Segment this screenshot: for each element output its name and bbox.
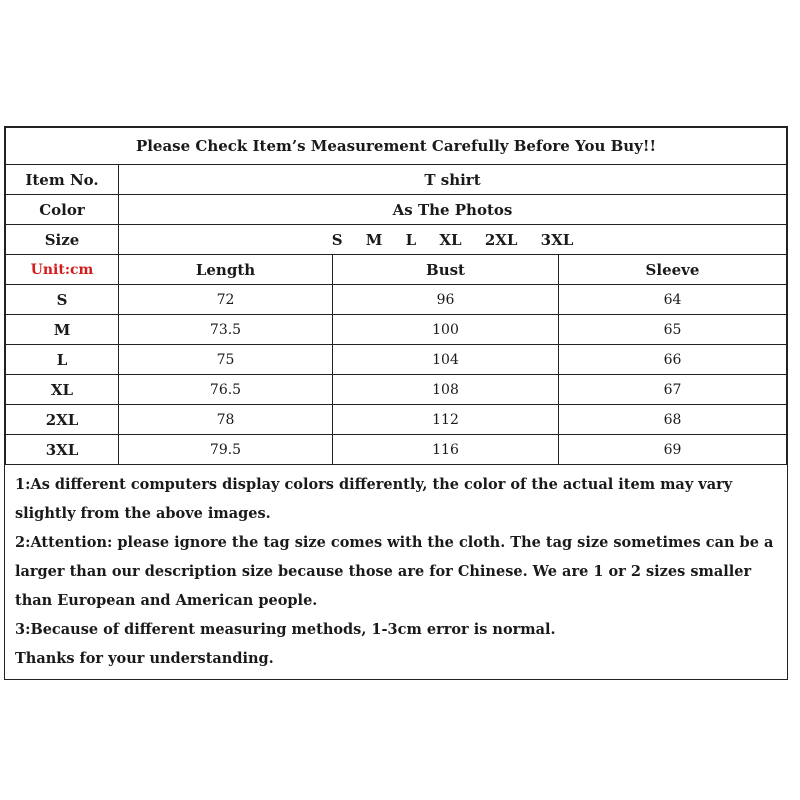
- cell-sleeve: 66: [559, 345, 787, 375]
- chart-header: Please Check Item’s Measurement Carefully Before You Buy!!: [6, 128, 787, 165]
- row-size: 2XL: [6, 405, 119, 435]
- color-label: Color: [6, 195, 119, 225]
- cell-sleeve: 65: [559, 315, 787, 345]
- note-tag-size: 2:Attention: please ignore the tag size comes with the cloth. The tag size sometimes can be a larger than our description size because those are for Chinese. We are 1 or 2 sizes smaller than European and American people.: [15, 534, 774, 609]
- item-row: [6, 165, 787, 195]
- cell-length: 79.5: [119, 435, 333, 465]
- cell-length: 78: [119, 405, 333, 435]
- unit-label: Unit:cm: [6, 255, 119, 285]
- cell-sleeve: 64: [559, 285, 787, 315]
- note-measuring: 3:Because of different measuring methods, 1-3cm error is normal.: [15, 621, 556, 638]
- cell-length: 76.5: [119, 375, 333, 405]
- column-header-sleeve: Sleeve: [559, 255, 787, 285]
- color-value: As The Photos: [119, 195, 787, 225]
- row-size: M: [6, 315, 119, 345]
- size-option: L: [405, 230, 417, 249]
- row-size: 3XL: [6, 435, 119, 465]
- header-row: [6, 128, 787, 165]
- note-thanks: Thanks for your understanding.: [15, 650, 274, 667]
- column-header-length: Length: [119, 255, 333, 285]
- cell-sleeve: 67: [559, 375, 787, 405]
- cell-length: 75: [119, 345, 333, 375]
- table-row: [6, 375, 787, 405]
- cell-sleeve: 68: [559, 405, 787, 435]
- row-size: L: [6, 345, 119, 375]
- size-row: [6, 225, 787, 255]
- cell-length: 72: [119, 285, 333, 315]
- table-row: [6, 285, 787, 315]
- table-row: [6, 315, 787, 345]
- size-label: Size: [6, 225, 119, 255]
- cell-bust: 100: [333, 315, 559, 345]
- note-colors: 1:As different computers display colors differently, the color of the actual item may vary slightly from the above images.: [15, 476, 733, 522]
- size-option: M: [365, 230, 383, 249]
- row-size: XL: [6, 375, 119, 405]
- cell-bust: 108: [333, 375, 559, 405]
- color-row: [6, 195, 787, 225]
- cell-bust: 96: [333, 285, 559, 315]
- item-value: T shirt: [119, 165, 787, 195]
- notes-section: [5, 465, 787, 679]
- cell-bust: 104: [333, 345, 559, 375]
- measurement-table: [5, 127, 787, 465]
- cell-length: 73.5: [119, 315, 333, 345]
- table-row: [6, 405, 787, 435]
- size-option: S: [331, 230, 343, 249]
- size-option: 2XL: [484, 230, 518, 249]
- item-label: Item No.: [6, 165, 119, 195]
- size-chart: [4, 126, 788, 680]
- size-option: XL: [439, 230, 462, 249]
- table-row: [6, 345, 787, 375]
- column-header-bust: Bust: [333, 255, 559, 285]
- size-values: [119, 225, 787, 255]
- row-size: S: [6, 285, 119, 315]
- cell-sleeve: 69: [559, 435, 787, 465]
- cell-bust: 112: [333, 405, 559, 435]
- cell-bust: 116: [333, 435, 559, 465]
- size-option: 3XL: [540, 230, 574, 249]
- column-header-row: [6, 255, 787, 285]
- table-row: [6, 435, 787, 465]
